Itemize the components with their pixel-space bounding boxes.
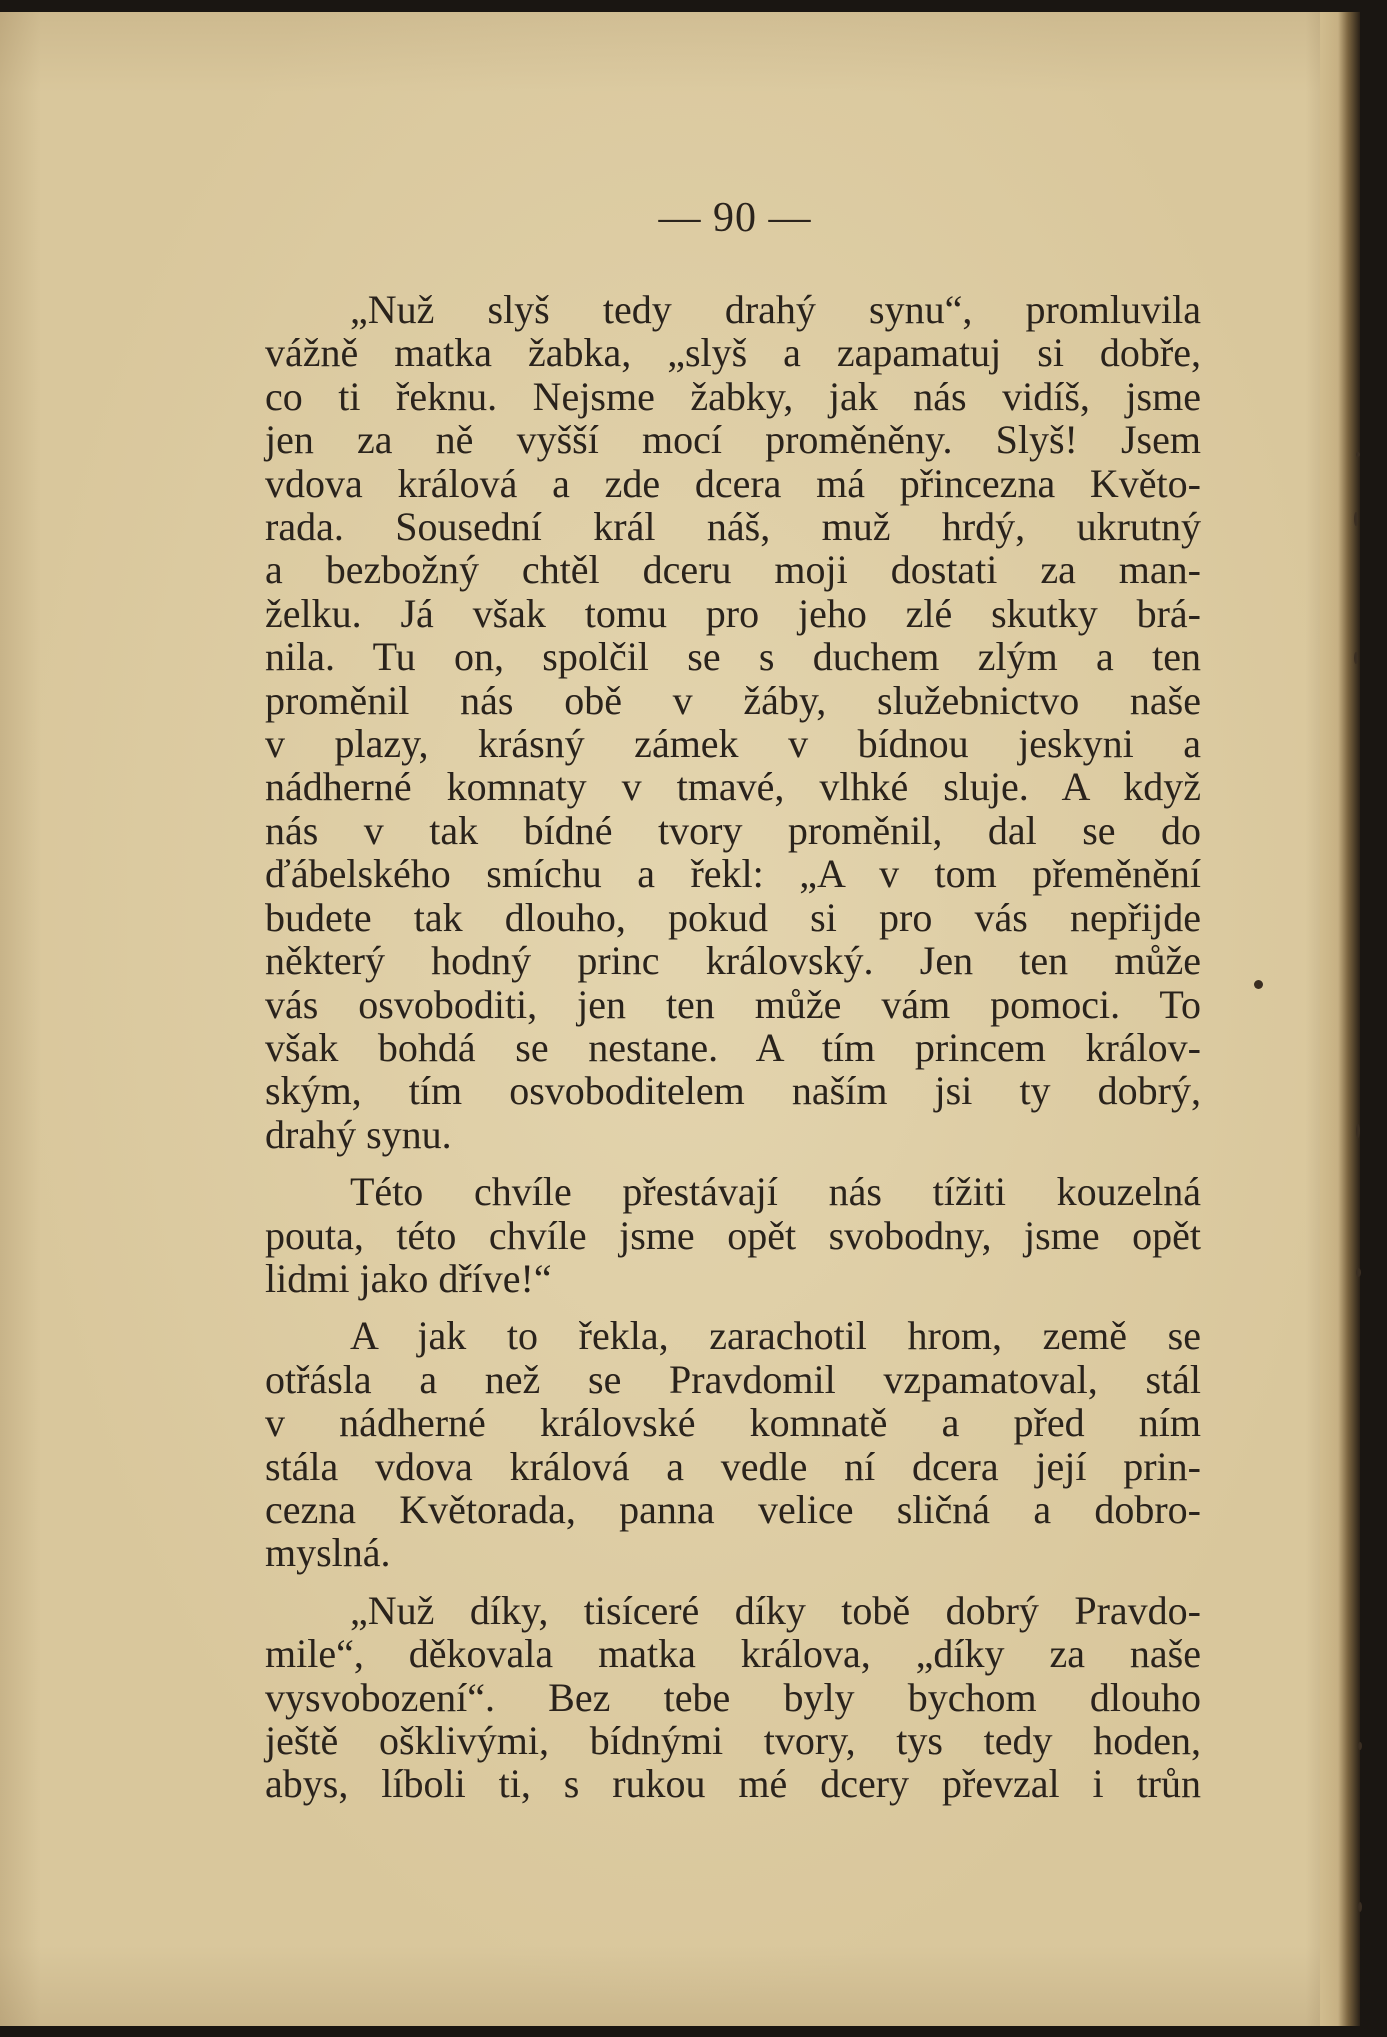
text-line: ještě ošklivými, bídnými tvory, tys tedy hoden, (265, 1718, 1201, 1763)
text-line: lidmi jako dříve!“ (265, 1255, 552, 1301)
text-line: v plazy, krásný zámek v bídnou jeskyni a (265, 721, 1201, 767)
margin-speck (1354, 652, 1358, 664)
paragraph (265, 1314, 1201, 1574)
text-line: nádherné komnaty v tmavé, vlhké sluje. A když (265, 764, 1201, 810)
margin-speck (1358, 1742, 1362, 1750)
book-page (0, 12, 1360, 2026)
margin-speck (1358, 1902, 1362, 1912)
text-line: a bezbožný chtěl dceru moji dostati za man- (265, 547, 1201, 593)
text-line: želku. Já však tomu pro jeho zlé skutky brá- (265, 590, 1201, 636)
text-line: drahý synu. (265, 1111, 452, 1157)
paragraph (265, 1589, 1201, 1806)
text-line: ďábelského smíchu a řekl: „A v tom přeměnění (265, 851, 1201, 897)
margin-speck (1356, 1124, 1360, 1138)
text-line: ským, tím osvoboditelem naším jsi ty dobrý, (265, 1068, 1201, 1114)
margin-speck (1356, 452, 1360, 457)
paragraph (265, 288, 1201, 1156)
text-line: jen za ně vyšší mocí proměněny. Slyš! Jsem (265, 417, 1201, 463)
text-line: rada. Sousední král náš, muž hrdý, ukrutný (265, 504, 1201, 550)
text-line: nila. Tu on, spolčil se s duchem zlým a ten (265, 634, 1201, 680)
text-line: co ti řeknu. Nejsme žabky, jak nás vidíš, jsme (265, 373, 1201, 419)
text-line: vysvobození“. Bez tebe byly bychom dlouho (265, 1674, 1201, 1720)
text-line: nás v tak bídné tvory proměnil, dal se do (265, 807, 1201, 853)
text-line: „Nuž díky, tisíceré díky tobě dobrý Pravdo- (350, 1587, 1201, 1633)
margin-speck (1254, 980, 1263, 989)
text-line: „Nuž slyš tedy drahý synu“, promluvila (350, 287, 1201, 332)
text-line: budete tak dlouho, pokud si pro vás nepřijde (265, 894, 1201, 940)
text-line: cezna Květorada, panna velice sličná a dobro- (265, 1486, 1201, 1532)
text-line: stála vdova králová a vedle ní dcera její prin- (265, 1443, 1201, 1489)
text-line: A jak to řekla, zarachotil hrom, země se (350, 1313, 1201, 1359)
text-line: Této chvíle přestávají nás tížiti kouzelná (350, 1169, 1201, 1215)
margin-speck (1356, 1268, 1361, 1277)
text-line: vdova králová a zde dcera má přincezna Květo- (265, 460, 1201, 506)
margin-speck (1354, 512, 1358, 526)
text-line: proměnil nás obě v žáby, služebnictvo naše (265, 677, 1201, 723)
text-line: pouta, této chvíle jsme opět svobodny, jsme opět (265, 1212, 1201, 1258)
text-line: v nádherné královské komnatě a před ním (265, 1400, 1201, 1446)
page-number: — 90 — (658, 195, 812, 241)
text-line: některý hodný princ královský. Jen ten může (265, 938, 1201, 984)
text-line: abys, líboli ti, s rukou mé dcery převzal i trůn (265, 1761, 1201, 1807)
text-line: otřásla a než se Pravdomil vzpamatoval, stál (265, 1356, 1201, 1402)
text-line: vás osvoboditi, jen ten může vám pomoci. To (265, 981, 1201, 1027)
text-line: vážně matka žabka, „slyš a zapamatuj si dobře, (265, 330, 1201, 376)
text-line: mile“, děkovala matka králova, „díky za naše (265, 1631, 1201, 1677)
paragraph (265, 1170, 1201, 1300)
book-spine-edge (1320, 12, 1360, 2026)
text-line: však bohdá se nestane. A tím princem králov- (265, 1024, 1201, 1070)
text-line: myslná. (265, 1530, 391, 1576)
body-text (265, 288, 1201, 1820)
